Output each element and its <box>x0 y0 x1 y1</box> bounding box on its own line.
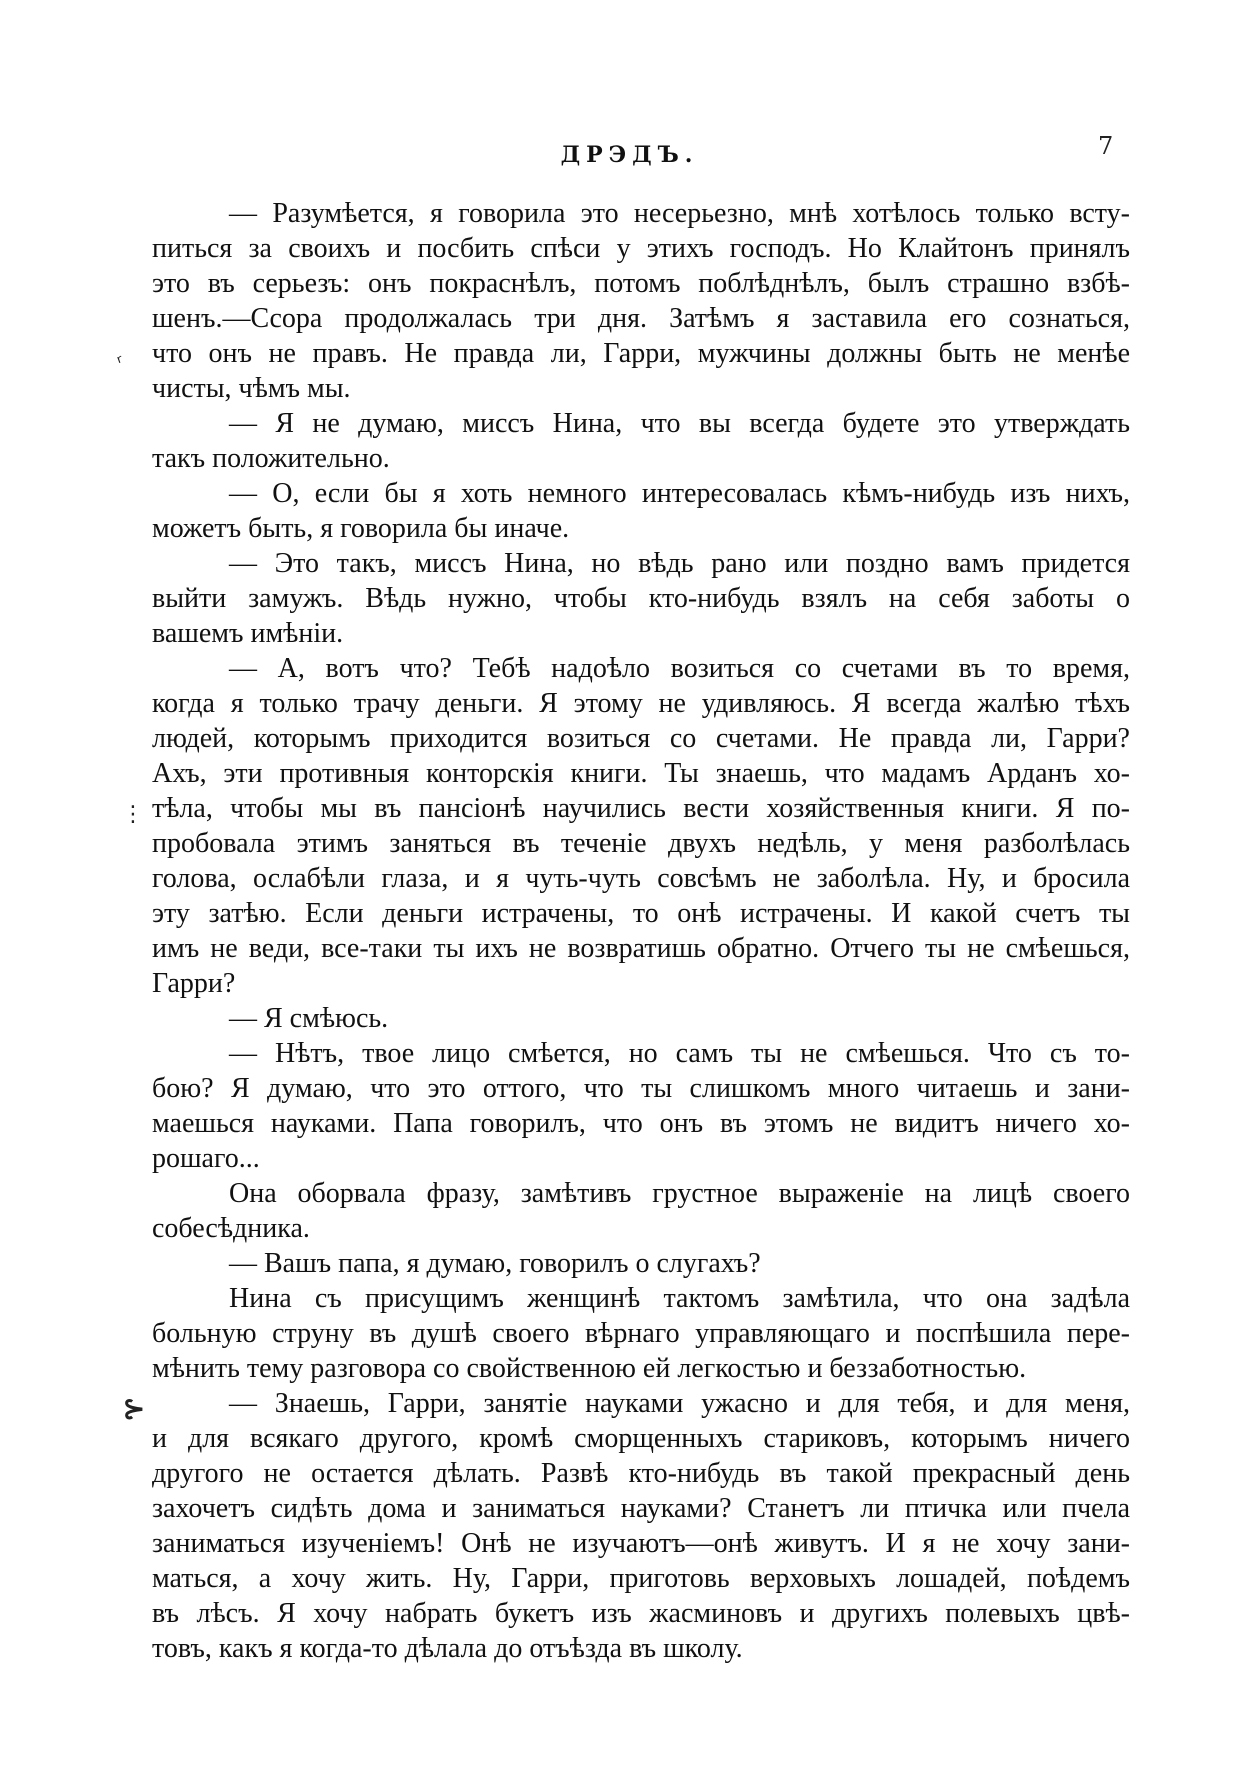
text-line: такъ положительно. <box>152 443 390 474</box>
text-line: что онъ не правъ. Не правда ли, Гарри, мужчины должны быть не менѣе <box>152 338 1130 369</box>
text-line: захочетъ сидѣть дома и заниматься науками? Станетъ ли птичка или пчела <box>152 1493 1130 1524</box>
text-line: тѣла, чтобы мы въ пансіонѣ научились вести хозяйственныя книги. Я по- <box>152 793 1130 824</box>
text-line: Нина съ присущимъ женщинѣ тактомъ замѣтила, что она задѣла <box>229 1283 1130 1314</box>
text-line: — А, вотъ что? Тебѣ надоѣло возиться со счетами въ то время, <box>229 653 1130 684</box>
text-line: и для всякаго другого, кромѣ сморщенныхъ стариковъ, которымъ ничего <box>152 1423 1130 1454</box>
text-line: въ лѣсъ. Я хочу набрать букетъ изъ жасминовъ и другихъ полевыхъ цвѣ- <box>152 1598 1130 1629</box>
text-line: — О, если бы я хоть немного интересовалась кѣмъ-нибудь изъ нихъ, <box>229 478 1130 509</box>
text-line: маешься науками. Папа говорилъ, что онъ въ этомъ не видитъ ничего хо- <box>152 1108 1130 1139</box>
margin-mark: ⋮ <box>122 802 144 827</box>
text-line: когда я только трачу деньги. Я этому не удивляюсь. Я всегда жалѣю тѣхъ <box>152 688 1130 719</box>
text-line: имъ не веди, все-таки ты ихъ не возвратишь обратно. Отчего ты не смѣешься, <box>152 933 1130 964</box>
text-line: людей, которымъ приходится возиться со счетами. Не правда ли, Гарри? <box>152 723 1130 754</box>
text-line: — Вашъ папа, я думаю, говорилъ о слугахъ? <box>229 1248 761 1279</box>
text-line: заниматься изученіемъ! Онѣ не изучаютъ—онѣ живутъ. И я не хочу зани- <box>152 1528 1130 1559</box>
text-line: другого не остается дѣлать. Развѣ кто-нибудь въ такой прекрасный день <box>152 1458 1130 1489</box>
text-line: питься за своихъ и посбить спѣси у этихъ господъ. Но Клайтонъ принялъ <box>152 233 1130 264</box>
text-line: мѣнить тему разговора со свойственною ей легкостью и беззаботностью. <box>152 1353 1027 1384</box>
text-line: это въ серьезъ: онъ покраснѣлъ, потомъ поблѣднѣлъ, былъ страшно взбѣ- <box>152 268 1130 299</box>
text-line: маться, а хочу жить. Ну, Гарри, приготовь верховыхъ лошадей, поѣдемъ <box>152 1563 1130 1594</box>
text-line: товъ, какъ я когда-то дѣлала до отъѣзда въ школу. <box>152 1633 743 1664</box>
text-line: рошаго... <box>152 1143 260 1174</box>
text-line: вашемъ имѣніи. <box>152 618 344 649</box>
text-line: больную струну въ душѣ своего вѣрнаго управляющаго и поспѣшила пере- <box>152 1318 1130 1349</box>
text-line: голова, ослабѣли глаза, и я чуть-чуть совсѣмъ не заболѣла. Ну, и бросила <box>152 863 1130 894</box>
text-line: собесѣдника. <box>152 1213 310 1244</box>
text-line: выйти замужъ. Вѣдь нужно, чтобы кто-нибудь взялъ на себя заботы о <box>152 583 1130 614</box>
text-line: пробовала этимъ заняться въ теченіе двухъ недѣль, у меня разболѣлась <box>152 828 1130 859</box>
text-line: — Знаешь, Гарри, занятіе науками ужасно и для тебя, и для меня, <box>229 1388 1130 1419</box>
text-line: шенъ.—Ссора продолжалась три дня. Затѣмъ я заставила его сознаться, <box>152 303 1130 334</box>
text-line: чисты, чѣмъ мы. <box>152 373 351 404</box>
text-line: — Это такъ, миссъ Нина, но вѣдь рано или поздно вамъ придется <box>229 548 1130 579</box>
text-line: бою? Я думаю, что это оттого, что ты слишкомъ много читаешь и зани- <box>152 1073 1130 1104</box>
text-line: эту затѣю. Если деньги истрачены, то онѣ истрачены. И какой счетъ ты <box>152 898 1130 929</box>
text-line: — Я не думаю, миссъ Нина, что вы всегда будете это утверждать <box>229 408 1130 439</box>
text-line: — Разумѣется, я говорила это несерьезно, мнѣ хотѣлось только всту- <box>229 198 1130 229</box>
text-line: Ахъ, эти противныя конторскія книги. Ты знаешь, что мадамъ Арданъ хо- <box>152 758 1130 789</box>
text-line: Она оборвала фразу, замѣтивъ грустное выраженіе на лицѣ своего <box>229 1178 1130 1209</box>
text-line: — Я смѣюсь. <box>229 1003 389 1034</box>
text-line: можетъ быть, я говорила бы иначе. <box>152 513 570 544</box>
page-number: 7 <box>1098 132 1114 160</box>
text-line: — Нѣтъ, твое лицо смѣется, но самъ ты не смѣешься. Что съ то- <box>229 1038 1130 1069</box>
margin-mark: ⊱ <box>122 1392 146 1425</box>
margin-mark: ʳ <box>114 349 128 375</box>
text-line: Гарри? <box>152 968 236 999</box>
running-title: ДРЭДЪ. <box>560 142 699 168</box>
body-text <box>152 196 1130 1666</box>
